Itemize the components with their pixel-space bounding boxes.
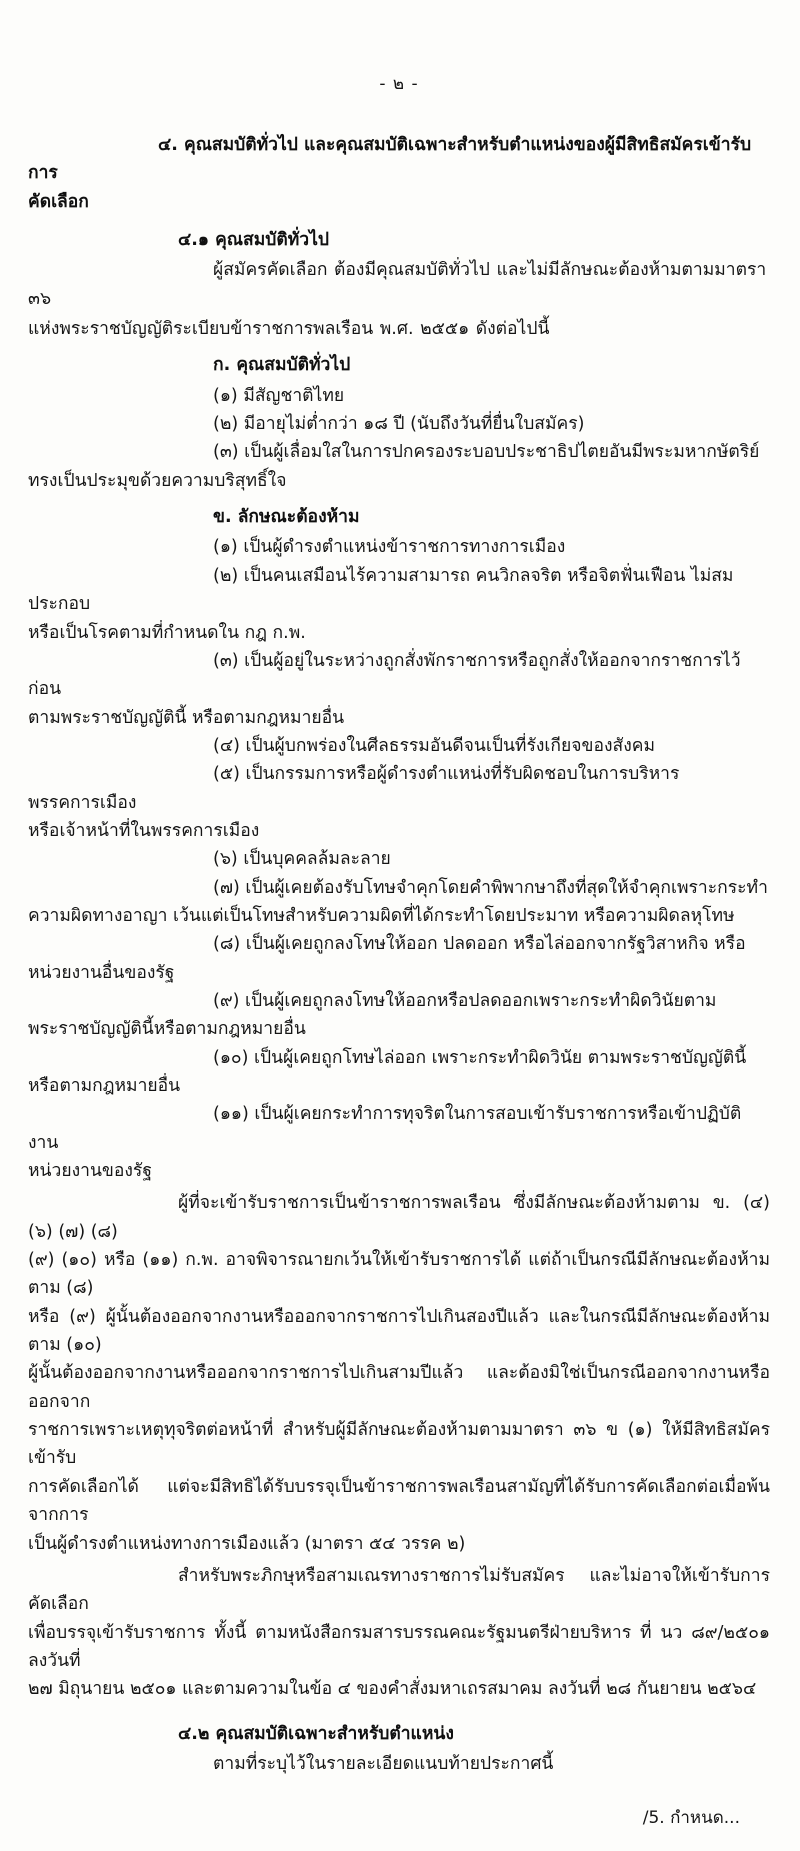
- list-item: (๑) เป็นผู้ดำรงตำแหน่งข้าราชการทางการเมือง: [213, 537, 566, 558]
- list-item-continuation: หน่วยงานของรัฐ: [28, 1161, 152, 1182]
- group-a-heading: ก. คุณสมบัติทั่วไป: [213, 355, 351, 376]
- closing-line-3: หรือ (๙) ผู้นั้นต้องออกจากงานหรือออกจากราชการไปเกินสองปีแล้ว และในกรณีมีลักษณะต้องห้ามตาม (๑๐): [28, 1306, 770, 1356]
- closing-line-6: การคัดเลือกได้ แต่จะมีสิทธิได้รับบรรจุเป็นข้าราชการพลเรือนสามัญที่ได้รับการคัดเลือกต่อเมื่อพ้นจากการ: [28, 1476, 770, 1526]
- section-4-heading: [28, 131, 770, 216]
- list-item: (๗) เป็นผู้เคยต้องรับโทษจำคุกโดยคำพิพากษาถึงที่สุดให้จำคุกเพราะกระทำ: [213, 877, 768, 898]
- list-item-continuation: ทรงเป็นประมุขด้วยความบริสุทธิ์ใจ: [28, 470, 287, 491]
- subsection-4-1-heading: ๔.๑ คุณสมบัติทั่วไป: [178, 230, 329, 251]
- closing-line-5: ราชการเพราะเหตุทุจริตต่อหน้าที่ สำหรับผู้มีลักษณะต้องห้ามตามมาตรา ๓๖ ข (๑) ให้มีสิทธิสมัครเข้ารับ: [28, 1420, 770, 1469]
- list-item-continuation: หน่วยงานอื่นของรัฐ: [28, 962, 175, 983]
- closing-paragraph: [28, 1189, 770, 1557]
- section-4-heading-line-2: คัดเลือก: [28, 191, 89, 212]
- intro-line-2: แห่งพระราชบัญญัติระเบียบข้าราชการพลเรือน พ.ศ. ๒๕๕๑ ดังต่อไปนี้: [28, 319, 550, 340]
- closing-line-2: (๙) (๑๐) หรือ (๑๑) ก.พ. อาจพิจารณายกเว้นให้เข้ารับราชการได้ แต่ถ้าเป็นกรณีมีลักษณะต้องห้ามตาม (๘): [28, 1250, 770, 1299]
- list-item: (๒) มีอายุไม่ต่ำกว่า ๑๘ ปี (นับถึงวันที่ยื่นใบสมัคร): [213, 414, 585, 435]
- page-number: - ๒ -: [379, 74, 419, 94]
- closing-line-1: ผู้ที่จะเข้ารับราชการเป็นข้าราชการพลเรือน ซึ่งมีลักษณะต้องห้ามตาม ข. (๔) (๖) (๗) (๘): [28, 1193, 770, 1242]
- subsection-4-1-intro: [28, 256, 770, 343]
- subsection-4-2-heading: ๔.๒ คุณสมบัติเฉพาะสำหรับตำแหน่ง: [178, 1723, 454, 1744]
- intro-line-1: ผู้สมัครคัดเลือก ต้องมีคุณสมบัติทั่วไป และไม่มีลักษณะต้องห้ามตามมาตรา ๓๖: [28, 260, 767, 309]
- list-item: (๑) มีสัญชาติไทย: [213, 385, 345, 406]
- closing-line-4: ผู้นั้นต้องออกจากงานหรือออกจากราชการไปเกินสามปีแล้ว และต้องมิใช่เป็นกรณีออกจากงานหรือออกจาก: [28, 1363, 770, 1412]
- group-b-heading: ข. ลักษณะต้องห้าม: [213, 507, 360, 528]
- list-item: (๑๐) เป็นผู้เคยถูกโทษไล่ออก เพราะกระทำผิดวินัย ตามพระราชบัญญัตินี้: [213, 1047, 747, 1068]
- list-item-continuation: หรือตามกฎหมายอื่น: [28, 1076, 181, 1096]
- list-item: (๒) เป็นคนเสมือนไร้ความสามารถ คนวิกลจริต หรือจิตฟั่นเฟือน ไม่สมประกอบ: [28, 565, 734, 615]
- list-item-continuation: พระราชบัญญัตินี้หรือตามกฎหมายอื่น: [28, 1019, 306, 1040]
- page-footer-note: /5. กำหนด...: [642, 1808, 740, 1829]
- group-a-items: [28, 382, 770, 495]
- list-item: (๓) เป็นผู้อยู่ในระหว่างถูกสั่งพักราชการหรือถูกสั่งให้ออกจากราชการไว้ก่อน: [28, 650, 741, 700]
- list-item: (๙) เป็นผู้เคยถูกลงโทษให้ออกหรือปลดออกเพราะกระทำผิดวินัยตาม: [213, 990, 717, 1011]
- group-b-items: [28, 533, 770, 1185]
- monk-line-3: ๒๗ มิถุนายน ๒๕๐๑ และตามความในข้อ ๔ ของคำสั่งมหาเถรสมาคม ลงวันที่ ๒๘ กันยายน ๒๕๖๔: [28, 1679, 757, 1700]
- closing-line-7: เป็นผู้ดำรงตำแหน่งทางการเมืองแล้ว (มาตรา ๕๔ วรรค ๒): [28, 1533, 466, 1554]
- monk-line-2: เพื่อบรรจุเข้ารับราชการ ทั้งนี้ ตามหนังสือกรมสารบรรณคณะรัฐมนตรีฝ่ายบริหาร ที่ นว ๘๙/๒๕๐๑ ลงวันที่: [28, 1622, 770, 1671]
- list-item-continuation: ตามพระราชบัญญัตินี้ หรือตามกฎหมายอื่น: [28, 707, 345, 728]
- list-item-continuation: ความผิดทางอาญา เว้นแต่เป็นโทษสำหรับความผิดที่ได้กระทำโดยประมาท หรือความผิดลหุโทษ: [28, 905, 735, 926]
- list-item: (๓) เป็นผู้เลื่อมใสในการปกครองระบอบประชาธิปไตยอันมีพระมหากษัตริย์: [213, 442, 760, 463]
- list-item: (๑๑) เป็นผู้เคยกระทำการทุจริตในการสอบเข้ารับราชการหรือเข้าปฏิบัติงาน: [28, 1104, 742, 1153]
- list-item: (๕) เป็นกรรมการหรือผู้ดำรงตำแหน่งที่รับผิดชอบในการบริหารพรรคการเมือง: [28, 764, 680, 813]
- list-item: (๔) เป็นผู้บกพร่องในศีลธรรมอันดีจนเป็นที่รังเกียจของสังคม: [213, 735, 655, 756]
- monk-paragraph: [28, 1562, 770, 1704]
- list-item: (๖) เป็นบุคคลล้มละลาย: [213, 849, 391, 870]
- section-4-heading-line-1: ๔. คุณสมบัติทั่วไป และคุณสมบัติเฉพาะสำหรับตำแหน่งของผู้มีสิทธิสมัครเข้ารับการ: [28, 135, 752, 184]
- subsection-4-2-text: ตามที่ระบุไว้ในรายละเอียดแนบท้ายประกาศนี้: [213, 1753, 554, 1774]
- list-item-continuation: หรือเป็นโรคตามที่กำหนดใน กฎ ก.พ.: [28, 622, 306, 643]
- list-item: (๘) เป็นผู้เคยถูกลงโทษให้ออก ปลดออก หรือไล่ออกจากรัฐวิสาหกิจ หรือ: [213, 934, 746, 955]
- monk-line-1: สำหรับพระภิกษุหรือสามเณรทางราชการไม่รับสมัคร และไม่อาจให้เข้ารับการคัดเลือก: [28, 1565, 770, 1615]
- list-item-continuation: หรือเจ้าหน้าที่ในพรรคการเมือง: [28, 820, 260, 841]
